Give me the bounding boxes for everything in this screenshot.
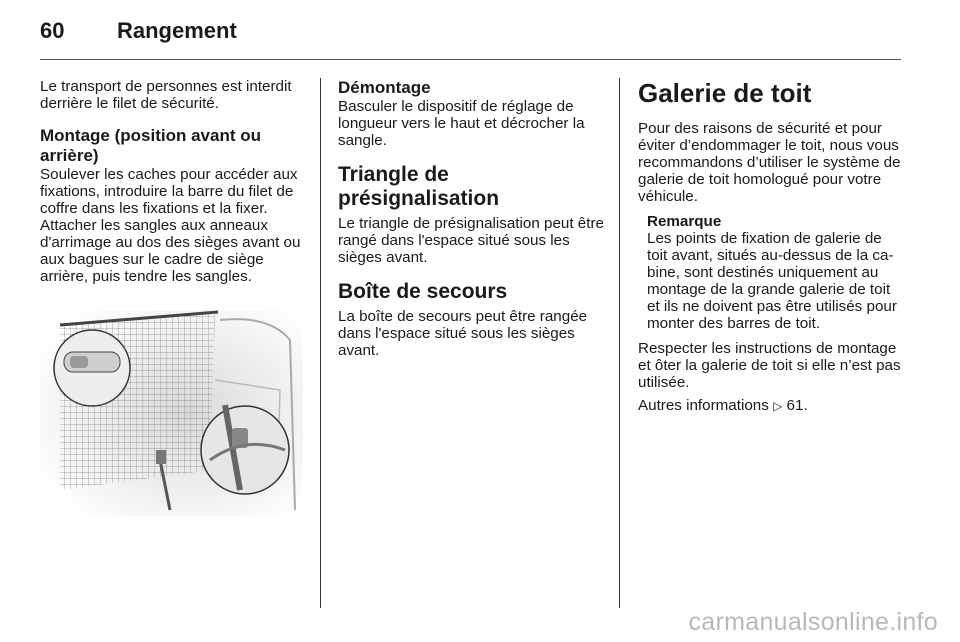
autres-label: Autres informations [638,397,769,414]
column-3 [638,78,904,415]
montage-heading: Montage (position avant ou arrière) [40,126,261,165]
demontage-heading: Démontage [338,78,431,97]
intro-text: Le transport de personnes est interdit derrière le filet de sécurité. [40,78,292,112]
page-title: Rangement [117,18,237,43]
triangle-text: Le triangle de présignalisation peut être rangé dans l'espace situé sous les sièges avant. [338,215,604,266]
galerie-heading: Galerie de toit [638,78,812,108]
respect-text: Respecter les instructions de montage et ôter la galerie de toit si elle n’est pas utilisée. [638,340,901,391]
cargo-net-illustration [40,310,303,516]
boite-text: La boîte de secours peut être rangée dans l'espace situé sous les sièges avant. [338,308,588,359]
note-text: Les points de fixation de galerie de toit avant, situés au-dessus de la cabine, sont destinés uniquement au montage de la grande galerie de toit et ils ne doivent pas être utilisés pour monter des barres de toit. [647,230,897,332]
column-1 [40,78,306,285]
page-number: 60 [40,18,65,43]
autres-informations [638,397,904,415]
demontage-text: Basculer le dispositif de réglage de longueur vers le haut et décrocher la sangle. [338,98,585,149]
galerie-text: Pour des raisons de sécurité et pour éviter d’endommager le toit, nous vous recommandons d’utiliser le système de galerie de toit homologué pour votre véhicule. [638,120,901,205]
column-2 [338,78,604,359]
triangle-heading: Triangle de présignalisation [338,163,500,210]
column-divider-1 [320,78,321,608]
header-rule [40,59,901,60]
note-title: Remarque [647,213,722,230]
montage-text: Soulever les caches pour accéder aux fixations, introduire la barre du filet de coffre dans les fixations et la fixer. Attacher les sangles aux anneaux d'arrimage au dos des sièges avant ou aux bagues sur le cadre de siège arrière, puis tendre les sangles. [40,166,301,285]
page-reference-triangle-icon: ▷ [773,399,783,413]
column-divider-2 [619,78,620,608]
watermark-text: carmanualsonline.info [688,608,938,636]
page-reference-link[interactable]: 61. [786,397,808,414]
remarque-note [647,213,904,332]
boite-heading: Boîte de secours [338,280,508,303]
